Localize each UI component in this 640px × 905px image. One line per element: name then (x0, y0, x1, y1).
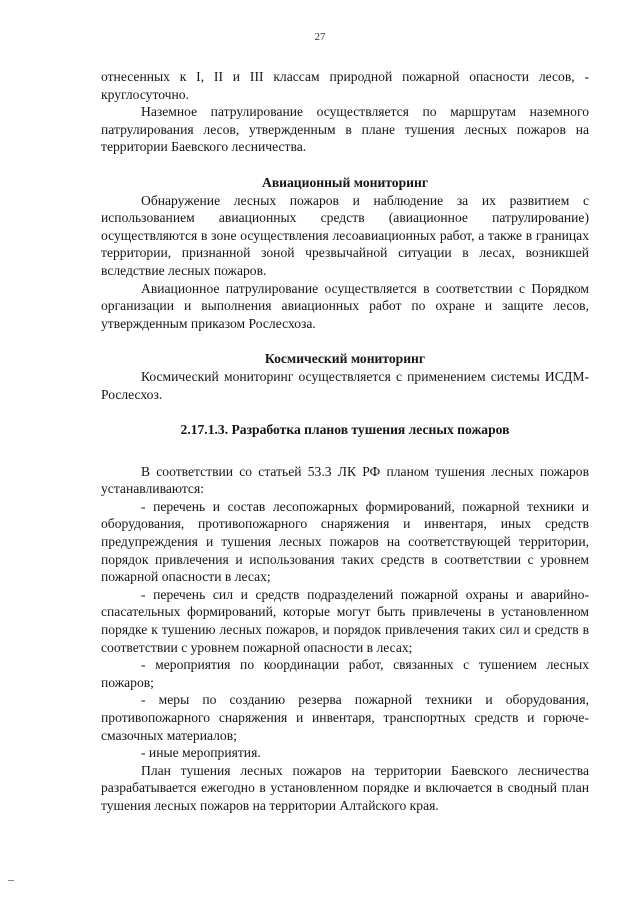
list-item: - мероприятия по координации работ, связанных с тушением лесных пожаров; (101, 657, 589, 690)
aviation-monitoring-heading: Авиационный мониторинг (262, 174, 428, 190)
list-item: - перечень и состав лесопожарных формирований, пожарной техники и оборудования, противопожарного снаряжения и инвентаря, иных средств предупреждения и тушения лесных пожаров на соответствующей территории, порядок привлечения и использования таких средств в соответствии с уровнем пожарной опасности в лесах; (101, 498, 589, 585)
section-heading: 2.17.1.3. Разработка планов тушения лесных пожаров (180, 422, 510, 438)
plan-items-list (101, 498, 589, 762)
list-item: - меры по созданию резерва пожарной техники и оборудования, противопожарного снаряжения и инвентаря, транспортных средств и горюче-смазочных материалов; (101, 692, 589, 743)
ground-patrol-paragraph: Наземное патрулирование осуществляется по маршрутам наземного патрулирования лесов, утвержденным в плане тушения лесных пожаров на территории Баевского лесничества. (101, 104, 589, 155)
space-monitoring-heading: Космический мониторинг (264, 351, 426, 367)
aviation-patrol-paragraph: Авиационное патрулирование осуществляется в соответствии с Порядком организации и выполнения авиационных работ по охране и защите лесов, утвержденным приказом Рослесхоза. (101, 280, 589, 331)
list-item: - иные мероприятия. (141, 745, 261, 761)
space-monitoring-paragraph: Космический мониторинг осуществляется с применением системы ИСДМ-Рослесхоз. (101, 368, 589, 402)
list-item: - перечень сил и средств подразделений пожарной охраны и аварийно-спасательных формирований, которые могут быть привлечены в установленном порядке к тушению лесных пожаров, и порядок привлечения таких сил и средств в соответствии с уровнем пожарной опасности в лесах; (101, 586, 589, 655)
closing-paragraph: План тушения лесных пожаров на территории Баевского лесничества разрабатывается ежегодно в установленном порядке и включается в сводный план тушения лесных пожаров на территории Алтайского края. (101, 762, 589, 813)
scan-mark (8, 880, 14, 881)
aviation-detection-paragraph: Обнаружение лесных пожаров и наблюдение за их развитием с использованием авиационных средств (авиационное патрулирование) осуществляются в зоне осуществления лесоавиационных работ, а также в границах территории, признанной зоной чрезвычайной ситуации в лесах, возникшей вследствие лесных пожаров. (101, 192, 589, 278)
page-content (101, 68, 589, 815)
page-number: 27 (314, 31, 326, 43)
intro-paragraph-continuation: отнесенных к I, II и III классам природной пожарной опасности лесов, - круглосуточно. (101, 69, 589, 102)
section-intro-paragraph: В соответствии со статьей 53.3 ЛК РФ планом тушения лесных пожаров устанавливаются: (101, 463, 589, 497)
